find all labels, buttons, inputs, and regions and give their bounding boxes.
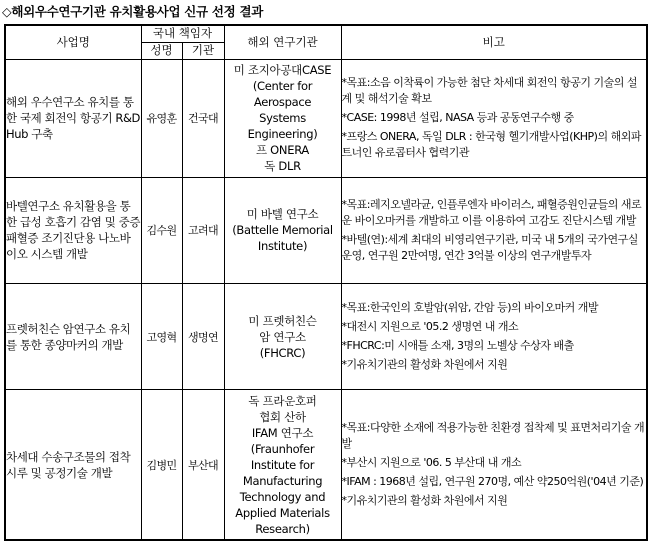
note-item: *FHCRC:미 시애틀 소재, 3명의 노벨상 수상자 배출 <box>341 339 574 353</box>
note-item: *목표:다양한 소재에 적용가능한 친환경 접착제 및 표면처리기술 개발 <box>341 421 645 451</box>
lead-name: 고영혁 <box>141 283 182 389</box>
table-row <box>5 283 647 389</box>
partner-institution: 미 프렛허친슨 암 연구소 (FHCRC) <box>224 283 341 389</box>
note-item: *목표:레지오넬라균, 인플루엔자 바이러스, 패혈증원인균들의 새로운 바이오마커를 개발하고 이를 이용하여 고감도 진단시스템 개발 <box>341 197 642 227</box>
notes-cell <box>341 59 647 177</box>
note-item: *프랑스 ONERA, 독일 DLR : 한국형 헬기개발사업(KHP)의 해외파트너인 유로콥터사 협력기관 <box>341 130 641 160</box>
table-row <box>5 390 647 540</box>
lead-institution: 부산대 <box>182 390 224 540</box>
note-item: *기유치기관의 활성화 차원에서 지원 <box>341 494 508 508</box>
note-item: *바텔(연):세계 최대의 비영리연구기관, 미국 내 5개의 국가연구실 운영, 연구원 2만여명, 연간 3억불 이상의 연구개발투자 <box>341 232 638 262</box>
project-name: 바텔연구소 유치활용을 통한 급성 호흡기 감염 및 중증 패혈증 조기진단용 나노바이오 시스템 개발 <box>5 177 141 283</box>
header-lead: 국내 책임자 <box>141 25 224 42</box>
lead-name: 김수원 <box>141 177 182 283</box>
note-item: *CASE: 1998년 설립, NASA 등과 공동연구수행 중 <box>341 111 574 125</box>
results-table <box>4 24 648 541</box>
project-name: 차세대 수송구조물의 접착시루 및 공정기술 개발 <box>5 390 141 540</box>
header-partner: 해외 연구기관 <box>224 25 341 59</box>
header-name: 성명 <box>141 42 182 59</box>
project-name: 프렛허친슨 암연구소 유치를 통한 종양마커의 개발 <box>5 283 141 389</box>
header-project: 사업명 <box>5 25 141 59</box>
lead-name: 유영훈 <box>141 59 182 177</box>
notes-cell <box>341 283 647 389</box>
note-item: *부산시 지원으로 '06. 5 부산대 내 개소 <box>341 456 522 470</box>
header-institution: 기관 <box>182 42 224 59</box>
note-item: *목표:한국인의 호발암(위암, 간암 등)의 바이오마커 개발 <box>341 301 599 315</box>
note-item: *IFAM : 1968년 설립, 연구원 270명, 예산 약250억원('04년 기준) <box>341 475 644 489</box>
partner-institution: 미 조지아공대CASE (Center for Aerospace Systems Engineering) 프 ONERA 독 DLR <box>224 59 341 177</box>
lead-institution: 생명연 <box>182 283 224 389</box>
page-title: ◇해외우수연구기관 유치활용사업 신규 선정 결과 <box>2 4 264 19</box>
note-item: *대전시 지원으로 '05.2 생명연 내 개소 <box>341 320 519 334</box>
header-notes: 비고 <box>341 25 647 59</box>
table-row <box>5 177 647 283</box>
project-name: 해외 우수연구소 유치를 통한 국제 회전익 항공기 R&D Hub 구축 <box>5 59 141 177</box>
note-item: *기유치기관의 활성화 차원에서 지원 <box>341 358 508 372</box>
lead-institution: 건국대 <box>182 59 224 177</box>
partner-institution: 미 바텔 연구소 (Battelle Memorial Institute) <box>224 177 341 283</box>
table-row <box>5 59 647 177</box>
notes-cell <box>341 390 647 540</box>
notes-cell <box>341 177 647 283</box>
lead-name: 김병민 <box>141 390 182 540</box>
partner-institution: 독 프라운호퍼 협회 산하 IFAM 연구소 (Fraunhofer Institute for Manufacturing Technology and Applied Materials Research) <box>224 390 341 540</box>
lead-institution: 고려대 <box>182 177 224 283</box>
note-item: *목표:소음 이착륙이 가능한 첨단 차세대 회전익 항공기 기술의 설계 및 해석기술 확보 <box>341 76 637 106</box>
